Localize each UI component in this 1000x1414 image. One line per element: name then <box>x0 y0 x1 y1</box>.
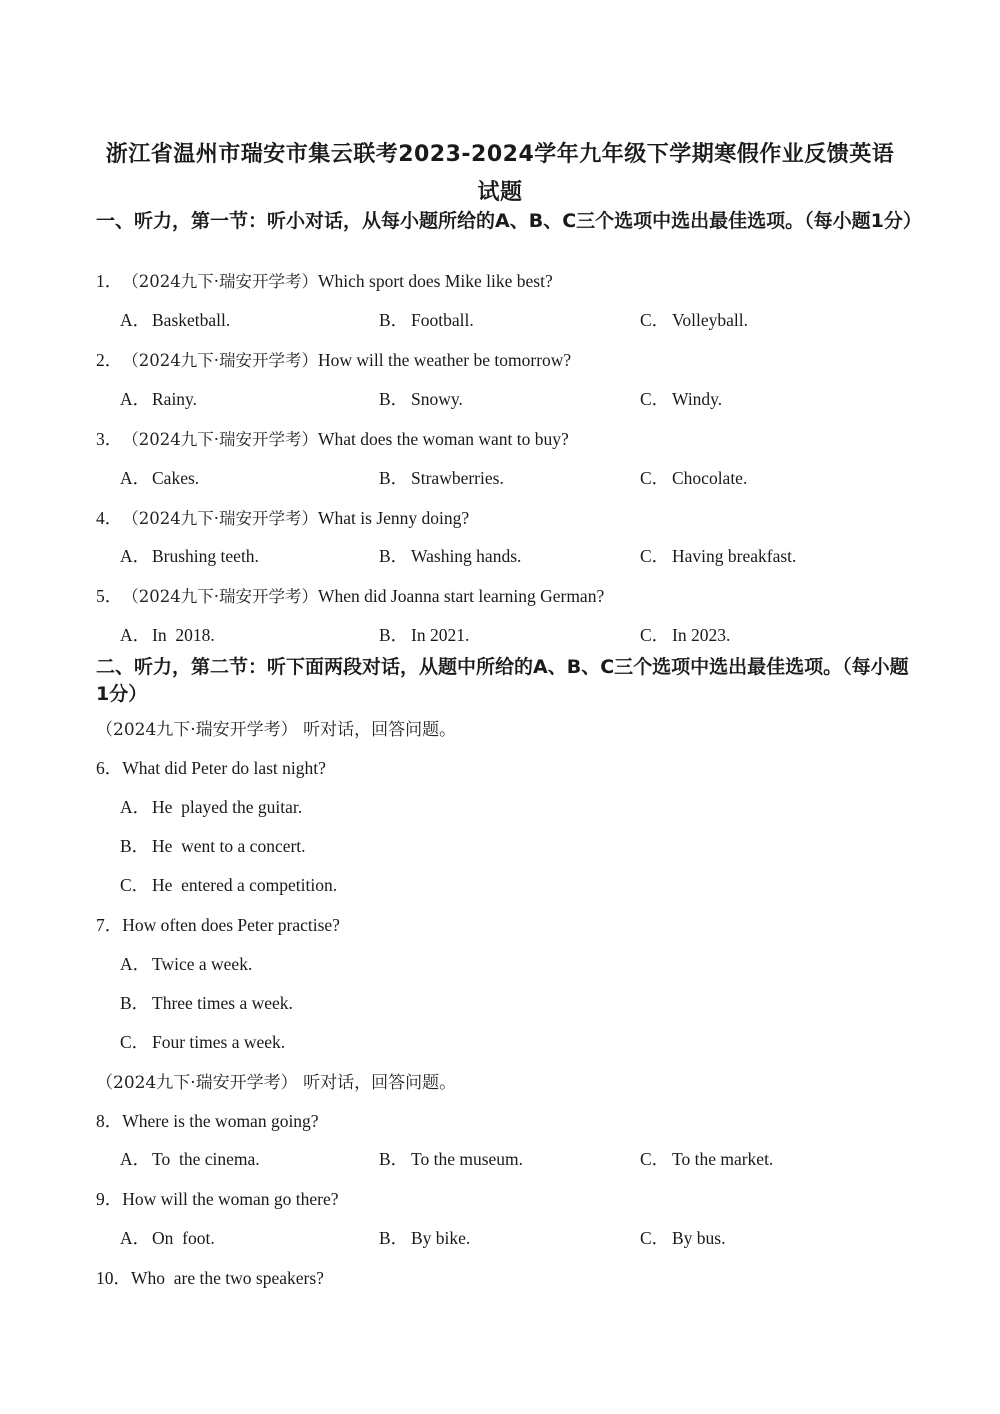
question-number: 3． <box>96 429 123 449</box>
option-b: B． To the museum. <box>379 1149 524 1169</box>
option-b: B． Snowy. <box>379 389 463 409</box>
question-text: When did Joanna start learning German? <box>318 586 605 606</box>
question-number: 4． <box>96 508 123 528</box>
question-source: （2024九下·瑞安开学考） <box>122 272 318 291</box>
option-a: A． To the cinema. <box>120 1149 260 1169</box>
option-a: A． Basketball. <box>120 310 231 330</box>
question-3 <box>96 426 569 451</box>
question-text: Which sport does Mike like best? <box>318 271 553 291</box>
option-c: C． Windy. <box>640 389 723 409</box>
question-10 <box>96 1265 324 1290</box>
option-b: B． Football. <box>379 310 474 330</box>
question-4 <box>96 505 469 530</box>
question-number: 7． <box>96 915 123 935</box>
option-c: C． In 2023. <box>640 625 731 645</box>
question-source: （2024九下·瑞安开学考） <box>122 587 318 606</box>
question-8 <box>96 1108 319 1133</box>
question-number: 10． <box>96 1268 131 1288</box>
question-text: Who are the two speakers? <box>131 1268 324 1288</box>
question-1 <box>96 268 553 293</box>
question-number: 1． <box>96 271 123 291</box>
page-title: 浙江省温州市瑞安市集云联考2023-2024学年九年级下学期寒假作业反馈英语 <box>105 142 895 167</box>
option-c: C． Four times a week. <box>120 1032 286 1052</box>
option-b: B． Strawberries. <box>379 468 504 488</box>
option-c: C． He entered a competition. <box>120 875 338 895</box>
option-b: B． He went to a concert. <box>120 836 306 856</box>
option-c: C． Volleyball. <box>640 310 748 330</box>
question-number: 2． <box>96 350 123 370</box>
question-text: What does the woman want to buy? <box>318 429 569 449</box>
question-5 <box>96 583 604 608</box>
question-9 <box>96 1186 339 1211</box>
option-b: B． By bike. <box>379 1228 471 1248</box>
question-2 <box>96 347 571 372</box>
question-source: （2024九下·瑞安开学考） <box>122 430 318 449</box>
question-number: 8． <box>96 1111 123 1131</box>
option-a: A． Rainy. <box>120 389 198 409</box>
section-1-header: 一、听力，第一节：听小对话，从每小题所给的A、B、C三个选项中选出最佳选项。（每小题1分） <box>96 210 922 232</box>
option-a: A． Brushing teeth. <box>120 546 259 566</box>
option-c: C． Having breakfast. <box>640 546 797 566</box>
question-number: 5． <box>96 586 123 606</box>
question-number: 6． <box>96 758 123 778</box>
page-title-line2: 试题 <box>477 180 523 205</box>
question-text: How will the woman go there? <box>122 1189 339 1209</box>
option-a: A． On foot. <box>120 1228 215 1248</box>
option-b: B． Three times a week. <box>120 993 293 1013</box>
option-c: C． To the market. <box>640 1149 774 1169</box>
question-text: What is Jenny doing? <box>318 508 470 528</box>
question-source: （2024九下·瑞安开学考） <box>122 509 318 528</box>
question-text: How often does Peter practise? <box>122 915 340 935</box>
dialogue-note: （2024九下·瑞安开学考） 听对话，回答问题。 <box>96 720 457 740</box>
option-b: B． Washing hands. <box>379 546 522 566</box>
option-b: B． In 2021. <box>379 625 470 645</box>
option-c: C． By bus. <box>640 1228 726 1248</box>
dialogue-note: （2024九下·瑞安开学考） 听对话，回答问题。 <box>96 1073 457 1093</box>
question-text: How will the weather be tomorrow? <box>318 350 572 370</box>
section-2-header: 二、听力，第二节：听下面两段对话，从题中所给的A、B、C三个选项中选出最佳选项。（每小题1分） <box>96 656 909 705</box>
question-text: What did Peter do last night? <box>122 758 326 778</box>
question-source: （2024九下·瑞安开学考） <box>122 351 318 370</box>
option-a: A． Cakes. <box>120 468 200 488</box>
option-a: A． He played the guitar. <box>120 797 303 817</box>
question-7 <box>96 912 340 937</box>
option-c: C． Chocolate. <box>640 468 748 488</box>
option-a: A． In 2018. <box>120 625 215 645</box>
question-6 <box>96 755 326 780</box>
option-a: A． Twice a week. <box>120 954 253 974</box>
question-number: 9． <box>96 1189 123 1209</box>
question-text: Where is the woman going? <box>122 1111 319 1131</box>
